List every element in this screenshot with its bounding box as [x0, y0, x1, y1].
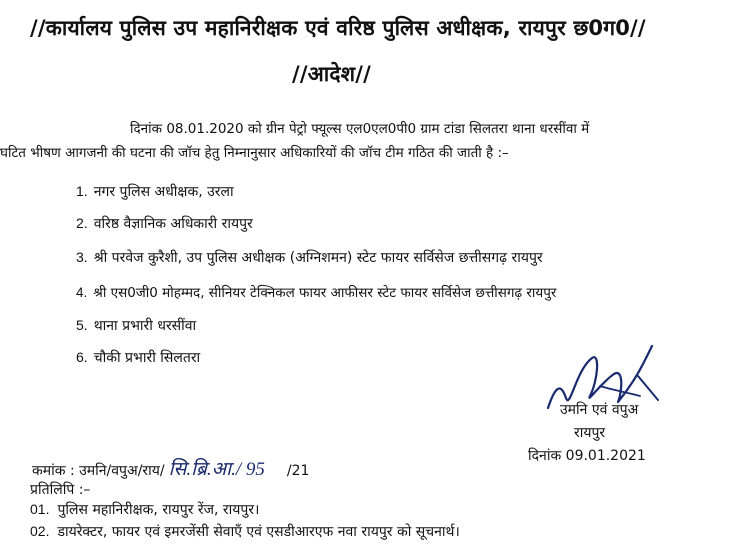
- member-text: श्री एस0जी0 मोहम्मद, सीनियर टेक्निकल फायर आफीसर स्टेट फायर सर्विसेज छत्तीसगढ़ रायपुर: [93, 285, 557, 301]
- copy-number: 01.: [30, 501, 50, 517]
- office-title: //कार्यालय पुलिस उप महानिरीक्षक एवं वरिष्ठ पुलिस अधीक्षक, रायपुर छ0ग0//: [30, 16, 646, 40]
- reference-handwritten: सि.ब्रि.आ./ 95: [168, 459, 265, 480]
- copy-heading: प्रतिलिपि :–: [30, 482, 91, 498]
- member-number: 2.: [76, 215, 88, 231]
- member-text: नगर पुलिस अधीक्षक, उरला: [93, 184, 234, 200]
- member-number: 4.: [76, 285, 88, 300]
- copy-number: 02.: [30, 523, 50, 539]
- copy-item: [30, 522, 460, 541]
- member-item: [76, 182, 234, 201]
- member-text: श्री परवेज कुरैशी, उप पुलिस अधीक्षक (अग्निशमन) स्टेट फायर सर्विसेज छत्तीसगढ़ रायपुर: [93, 250, 543, 266]
- member-text: वरिष्ठ वैज्ञानिक अधिकारी रायपुर: [93, 216, 253, 232]
- member-item: [76, 348, 200, 367]
- intro-line-1: दिनांक 08.01.2020 को ग्रीन पेट्रो फ्यूल्स एल0एल0पी0 ग्राम टांडा सिलतरा थाना धरसींवा में: [130, 121, 590, 137]
- signatory-place: रायपुर: [574, 425, 606, 441]
- copy-text: पुलिस महानिरीक्षक, रायपुर रेंज, रायपुर।: [57, 502, 260, 518]
- member-number: 6.: [76, 349, 88, 365]
- member-item: [76, 248, 543, 267]
- copy-text: डायरेक्टर, फायर एवं इमरजेंसी सेवाएँ एवं एसडीआरएफ नवा रायपुर को सूचनार्थ।: [57, 524, 460, 540]
- member-item: [76, 316, 196, 335]
- member-item: [76, 214, 253, 233]
- member-number: 1.: [76, 183, 88, 199]
- reference-prefix: कमांक : उमनि/वपुअ/राय/: [32, 463, 165, 479]
- member-text: थाना प्रभारी धरसींवा: [93, 318, 197, 334]
- copy-item: [30, 500, 259, 519]
- signatory-designation: उमनि एवं वपुअ: [560, 402, 639, 418]
- member-item: [76, 283, 556, 301]
- member-number: 5.: [76, 317, 88, 333]
- signature-date: दिनांक 09.01.2021: [528, 448, 646, 464]
- member-text: चौकी प्रभारी सिलतरा: [93, 350, 201, 366]
- order-heading: //आदेश//: [292, 62, 371, 86]
- reference-suffix: /21: [286, 463, 310, 479]
- member-number: 3.: [76, 249, 88, 265]
- reference-number: [32, 455, 309, 481]
- intro-line-2: घटित भीषण आगजनी की घटना की जॉच हेतु निम्नानुसार अधिकारियों की जॉच टीम गठित की जाती है :–: [0, 145, 509, 161]
